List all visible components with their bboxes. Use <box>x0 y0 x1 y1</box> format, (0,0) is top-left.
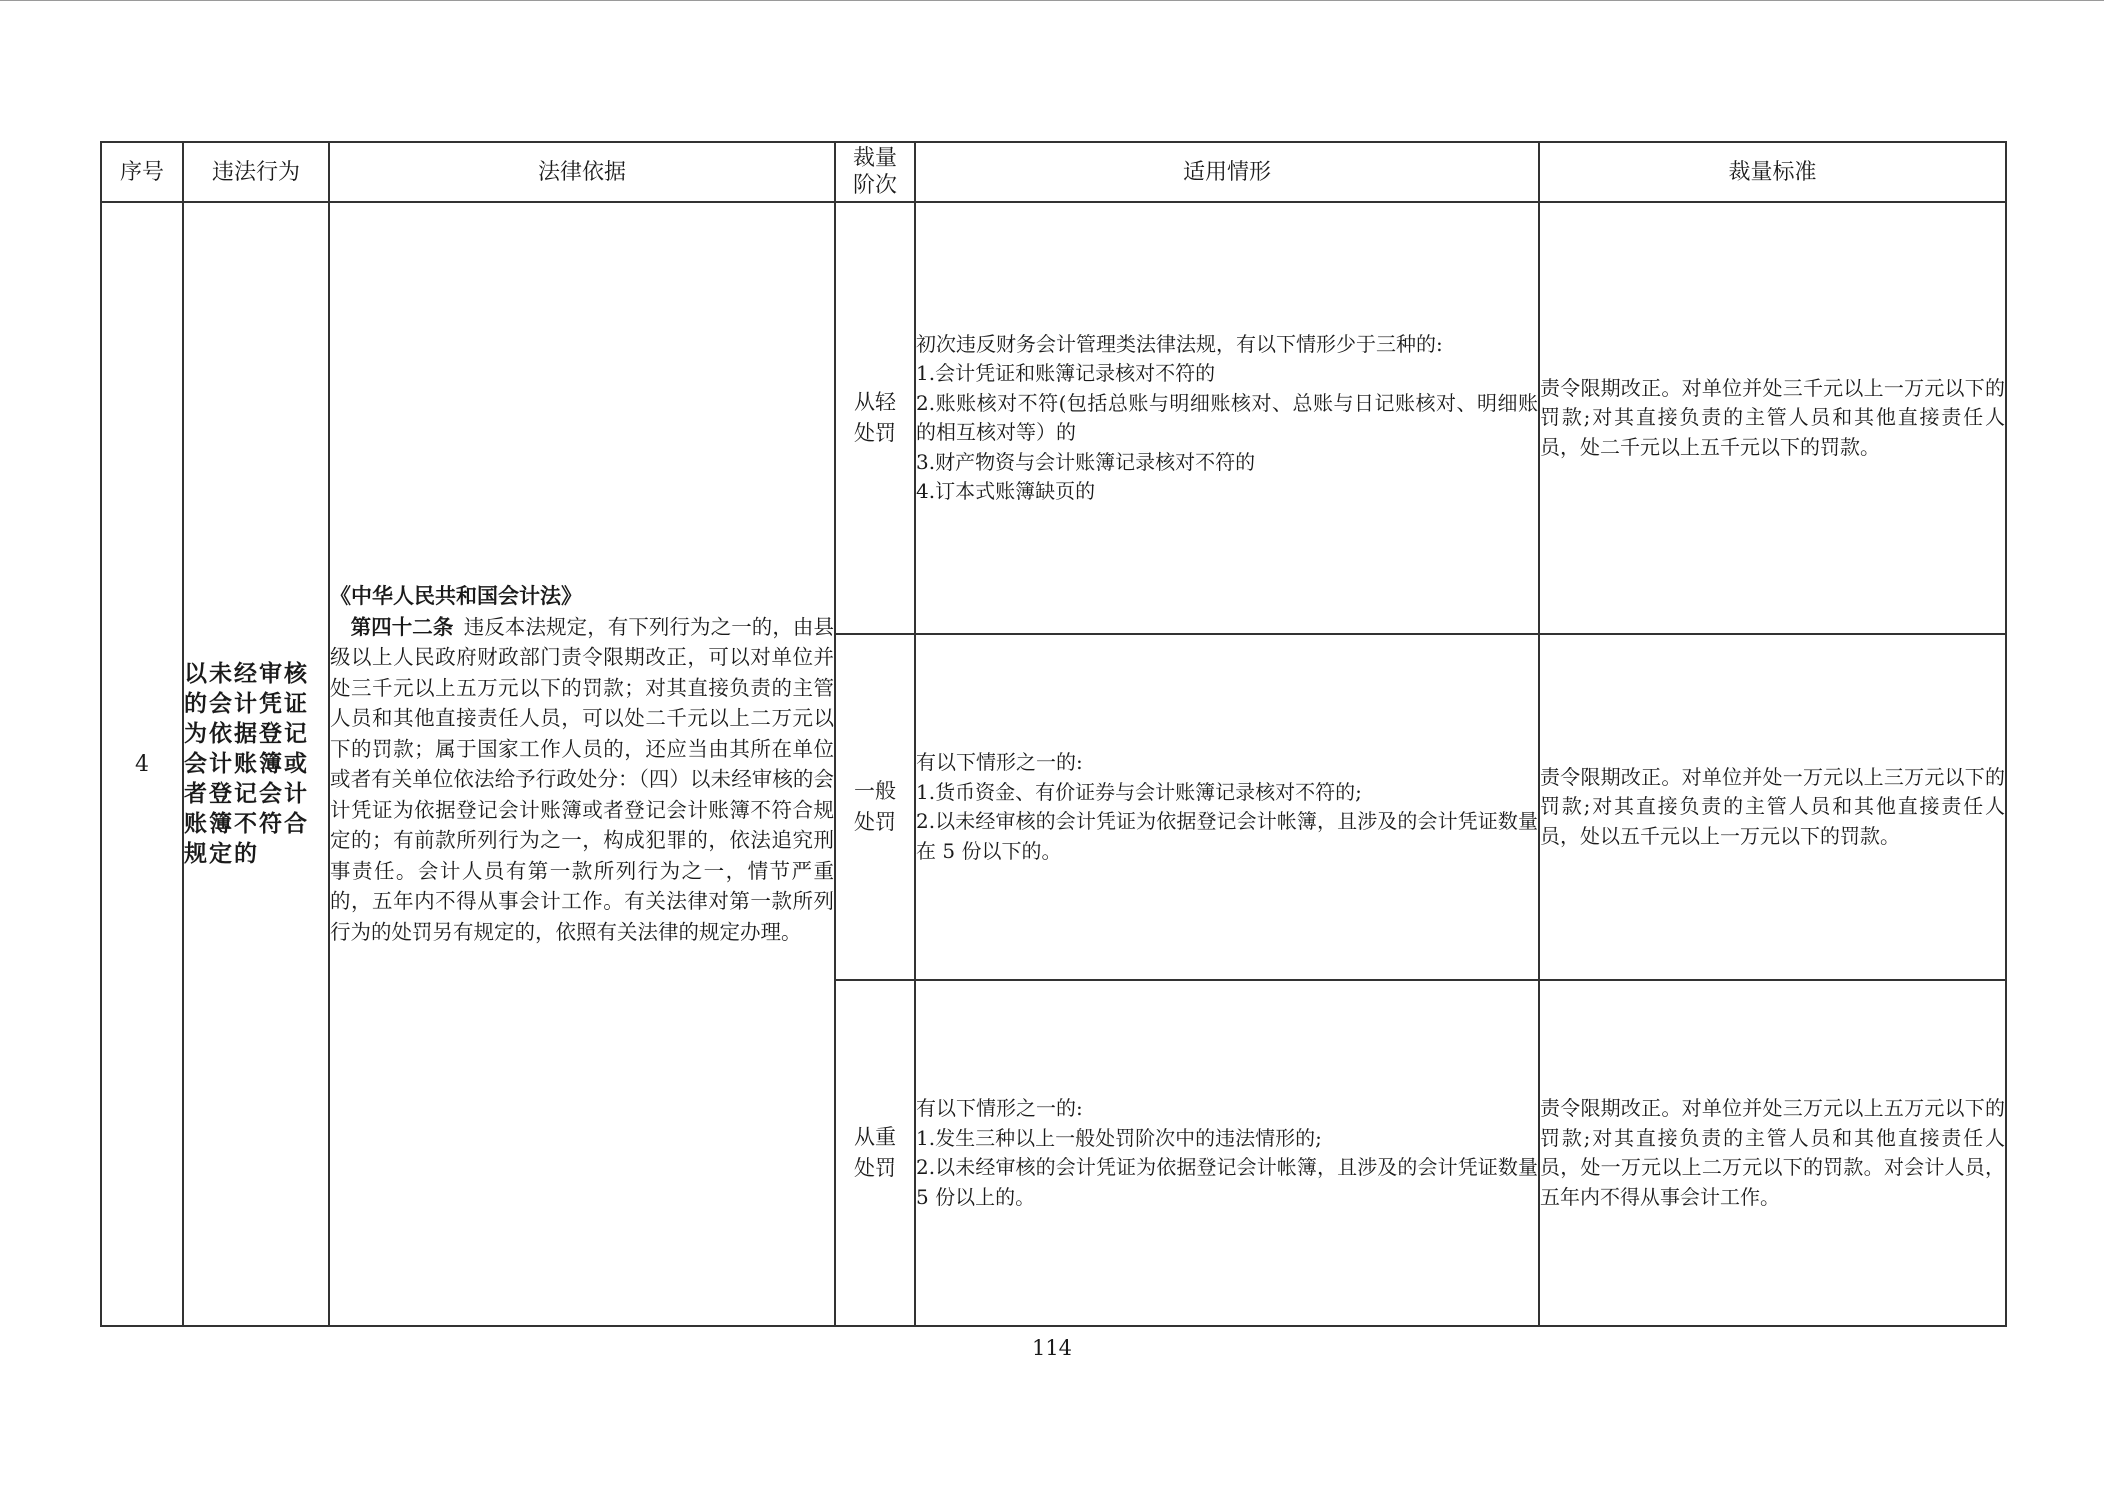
condition-line: 有以下情形之一的: <box>916 750 1083 774</box>
cell-conditions-general <box>915 634 1539 980</box>
cell-violation: 以未经审核的会计凭证为依据登记会计账簿或者登记会计账簿不符合规定的 <box>183 202 329 1326</box>
law-title: 《中华人民共和国会计法》 <box>330 583 582 608</box>
level-light-line2: 处罚 <box>854 421 896 445</box>
level-light-line1: 从轻 <box>854 390 896 414</box>
law-text: 违反本法规定，有下列行为之一的，由县级以上人民政府财政部门责令限期改正，可以对单位并处三千元以上五万元以下的罚款；对其直接负责的主管人员和其他直接责任人员，可以处二千元以上二万元以下的罚款；属于国家工作人员的，还应当由其所在单位或者有关单位依法给予行政处分：（四）以未经审核的会计凭证为依据登记会计账簿或者登记会计账簿不符合规定的；有前款所列行为之一，构成犯罪的，依法追究刑事责任。会计人员有第一款所列行为之一，情节严重的，五年内不得从事会计工作。有关法律对第一款所列行为的处罚另有规定的，依照有关法律的规定办理。 <box>330 614 834 944</box>
cell-seq: 4 <box>101 202 183 1326</box>
cell-standard-light: 责令限期改正。对单位并处三千元以上一万元以下的罚款;对其直接负责的主管人员和其他直接责任人员，处二千元以上五千元以下的罚款。 <box>1539 202 2006 634</box>
condition-line: 1.会计凭证和账簿记录核对不符的 <box>916 361 1216 385</box>
condition-line: 2.以未经审核的会计凭证为依据登记会计帐簿，且涉及的会计凭证数量 5 份以上的。 <box>916 1155 1538 1209</box>
cell-level-general <box>835 634 915 980</box>
cell-standard-heavy: 责令限期改正。对单位并处三万元以上五万元以下的罚款;对其直接负责的主管人员和其他直接责任人员，处一万元以上二万元以下的罚款。对会计人员，五年内不得从事会计工作。 <box>1539 980 2006 1326</box>
top-border-line <box>0 0 2104 1</box>
header-discretion-standard: 裁量标准 <box>1539 142 2006 202</box>
table-header-row <box>101 142 2006 202</box>
cell-conditions-light <box>915 202 1539 634</box>
header-violation: 违法行为 <box>183 142 329 202</box>
page-number: 114 <box>1031 1336 1073 1360</box>
header-discretion-level <box>835 142 915 202</box>
condition-line: 1.发生三种以上一般处罚阶次中的违法情形的; <box>916 1125 1322 1150</box>
header-applicable-circumstances: 适用情形 <box>915 142 1539 202</box>
cell-level-heavy <box>835 980 915 1326</box>
condition-line: 2.账账核对不符(包括总账与明细账核对、总账与日记账核对、明细账的相互核对等）的 <box>916 390 1538 444</box>
penalty-discretion-table <box>100 141 2007 1327</box>
condition-line: 有以下情形之一的: <box>916 1096 1083 1120</box>
level-heavy-line1: 从重 <box>854 1125 896 1149</box>
cell-standard-general: 责令限期改正。对单位并处一万元以上三万元以下的罚款;对其直接负责的主管人员和其他直接责任人员，处以五千元以上一万元以下的罚款。 <box>1539 634 2006 980</box>
level-heavy-line2: 处罚 <box>854 1156 896 1180</box>
condition-line: 2.以未经审核的会计凭证为依据登记会计帐簿，且涉及的会计凭证数量在 5 份以下的。 <box>916 809 1538 863</box>
law-body <box>330 615 834 944</box>
cell-conditions-heavy <box>915 980 1539 1326</box>
condition-line: 3.财产物资与会计账簿记录核对不符的 <box>916 449 1256 474</box>
law-article: 第四十二条 <box>350 614 454 639</box>
cell-level-light <box>835 202 915 634</box>
level-general-line1: 一般 <box>854 779 896 803</box>
condition-line: 4.订本式账簿缺页的 <box>916 479 1096 503</box>
condition-line: 初次违反财务会计管理类法律法规，有以下情形少于三种的: <box>916 331 1443 356</box>
cell-legal-basis <box>329 202 835 1326</box>
header-level-line1: 裁量 <box>852 146 897 171</box>
header-seq: 序号 <box>101 142 183 202</box>
header-level-line2: 阶次 <box>852 173 897 198</box>
condition-line: 1.货币资金、有价证券与会计账簿记录核对不符的; <box>916 779 1362 804</box>
header-legal-basis: 法律依据 <box>329 142 835 202</box>
level-general-line2: 处罚 <box>854 810 896 834</box>
table-row-light <box>101 202 2006 634</box>
